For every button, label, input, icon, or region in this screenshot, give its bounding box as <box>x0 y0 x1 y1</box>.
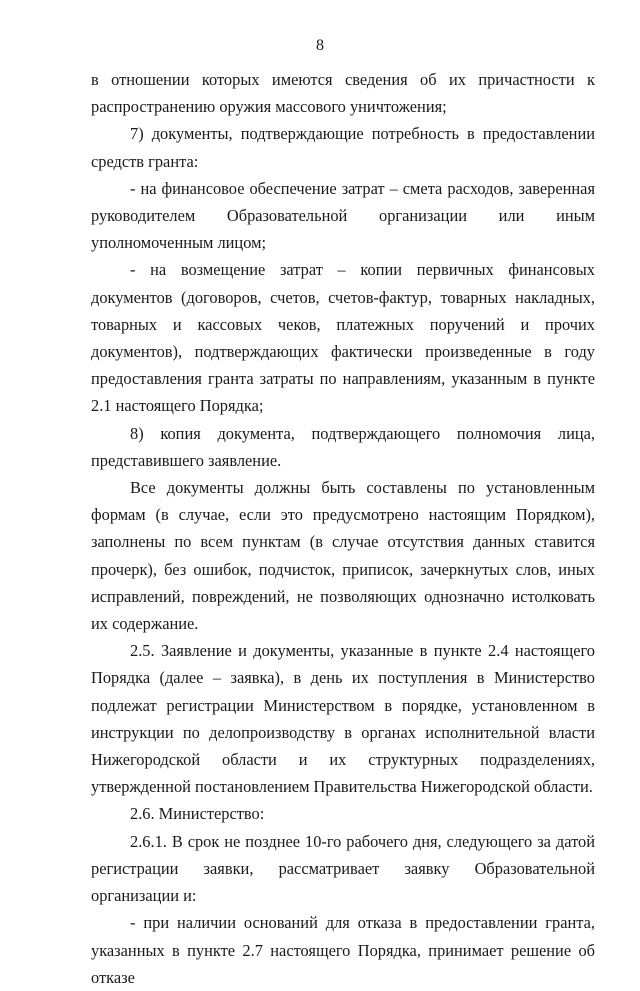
paragraph-continuation: в отношении которых имеются сведения об их причастности к распространению оружия массового уничтожения; <box>91 70 595 117</box>
paragraph-2-6: 2.6. Министерство: <box>130 804 265 824</box>
paragraph-refusal-grounds: - при наличии оснований для отказа в предоставлении гранта, указанных в пункте 2.7 настоящего Порядка, принимает решение об отказе <box>91 913 595 987</box>
paragraph-item-8: 8) копия документа, подтверждающего полномочия лица, представившего заявление. <box>91 423 595 470</box>
page-number: 8 <box>316 37 324 54</box>
document-body <box>91 66 595 991</box>
paragraph-financing-costs: - на финансовое обеспечение затрат – смета расходов, заверенная руководителем Образовательной организации или иным уполномоченным лицом; <box>91 178 595 253</box>
paragraph-item-7: 7) документы, подтверждающие потребность в предоставлении средств гранта: <box>91 124 595 171</box>
paragraph-documents-requirements: Все документы должны быть составлены по установленным формам (в случае, если это предусмотрено настоящим Порядком), заполнены по всем пунктам (в случае отсутствия данных ставится прочерк), без ошибок, подчисток, приписок, зачеркнутых слов, иных исправлений, повреждений, не позволяющих однозначно истолковать их содержание. <box>91 478 595 634</box>
paragraph-reimbursement-costs: - на возмещение затрат – копии первичных финансовых документов (договоров, счетов, счетов-фактур, товарных накладных, товарных и кассовых чеков, платежных поручений и прочих документов), подтверждающих фактически произведенные в году предоставления гранта затраты по направлениям, указанным в пункте 2.1 настоящего Порядка; <box>91 260 595 416</box>
paragraph-2-6-1: 2.6.1. В срок не позднее 10-го рабочего дня, следующего за датой регистрации заявки, рассматривает заявку Образовательной организации и: <box>91 831 595 906</box>
paragraph-2-5: 2.5. Заявление и документы, указанные в пункте 2.4 настоящего Порядка (далее – заявка), в день их поступления в Министерство подлежат регистрации Министерством в порядке, установленном в инструкции по делопроизводству в органах исполнительной власти Нижегородской области и их структурных подразделениях, утвержденной постановлением Правительства Нижегородской области. <box>91 641 595 797</box>
